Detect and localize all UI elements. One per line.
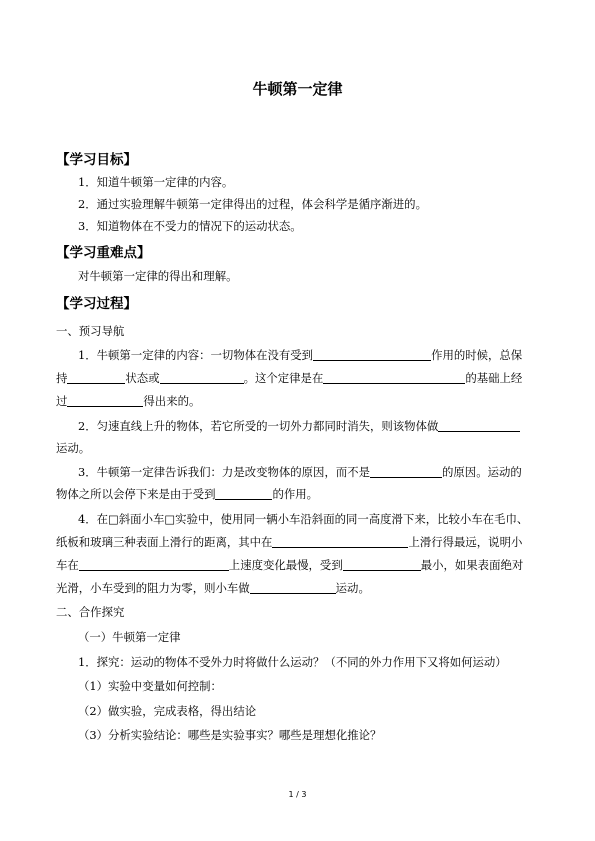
objective-item: 2．通过实验理解牛顿第一定律得出的过程，体会科学是循序渐进的。 — [78, 197, 427, 211]
question-1-line-3: 过 得出来的。 — [56, 394, 201, 408]
objective-item: 3．知道物体在不受力的情况下的运动状态。 — [78, 219, 302, 233]
question-4-line-1: 4．在□斜面小车□实验中，使用同一辆小车沿斜面的同一高度滑下来，比较小车在毛巾、 — [78, 512, 529, 526]
question-1-line-2: 持 状态或 。这个定律是在 的基础上经 — [56, 371, 523, 385]
fill-blank[interactable] — [79, 558, 229, 571]
page-title: 牛顿第一定律 — [252, 80, 343, 98]
fill-blank[interactable] — [438, 419, 520, 432]
page-number: 1 / 3 — [288, 790, 307, 799]
question-1-line-1: 1．牛顿第一定律的内容：一切物体在没有受到 作用的时候，总保 — [78, 348, 523, 362]
fill-blank[interactable] — [272, 535, 408, 548]
question-4-line-3: 车在 上速度变化最慢，受到 最小，如果表面绝对 — [56, 558, 524, 572]
explore-item: 1．探究：运动的物体不受外力时将做什么运动？（不同的外力作用下又将如何运动） — [78, 655, 507, 669]
explore-subheading: （一）牛顿第一定律 — [78, 630, 181, 644]
question-2-line-2: 运动。 — [56, 441, 91, 455]
fill-blank[interactable] — [215, 487, 272, 500]
question-3-line-2: 物体之所以会停下来是由于受到 的作用。 — [56, 487, 319, 501]
explore-step: （2）做实验，完成表格，得出结论 — [78, 704, 257, 718]
fill-blank[interactable] — [67, 371, 125, 384]
objectives-heading: 【学习目标】 — [56, 152, 137, 168]
key-points-text: 对牛顿第一定律的得出和理解。 — [78, 269, 238, 283]
question-4-line-2: 纸板和玻璃三种表面上滑行的距离，其中在 上滑行得最远，说明小 — [56, 535, 523, 549]
fill-blank[interactable] — [313, 348, 431, 361]
preview-heading: 一、预习导航 — [56, 324, 125, 338]
fill-blank[interactable] — [67, 394, 143, 407]
objective-item: 1．知道牛顿第一定律的内容。 — [78, 175, 234, 189]
fill-blank[interactable] — [160, 371, 244, 384]
fill-blank[interactable] — [343, 558, 421, 571]
fill-blank[interactable] — [323, 371, 465, 384]
explore-step: （1）实验中变量如何控制： — [78, 679, 222, 693]
question-4-line-4: 光滑，小车受到的阻力为零，则小车做 运动。 — [56, 581, 370, 595]
explore-heading: 二、合作探究 — [56, 605, 125, 619]
process-heading: 【学习过程】 — [56, 296, 137, 312]
explore-step: （3）分析实验结论：哪些是实验事实？哪些是理想化推论？ — [78, 728, 382, 742]
fill-blank[interactable] — [250, 581, 336, 594]
question-3-line-1: 3．牛顿第一定律告诉我们：力是改变物体的原因，而不是 的原因。运动的 — [78, 465, 522, 479]
question-2-line-1: 2．匀速直线上升的物体，若它所受的一切外力都同时消失，则该物体做 — [78, 418, 520, 434]
fill-blank[interactable] — [370, 465, 442, 478]
key-points-heading: 【学习重难点】 — [56, 245, 151, 261]
